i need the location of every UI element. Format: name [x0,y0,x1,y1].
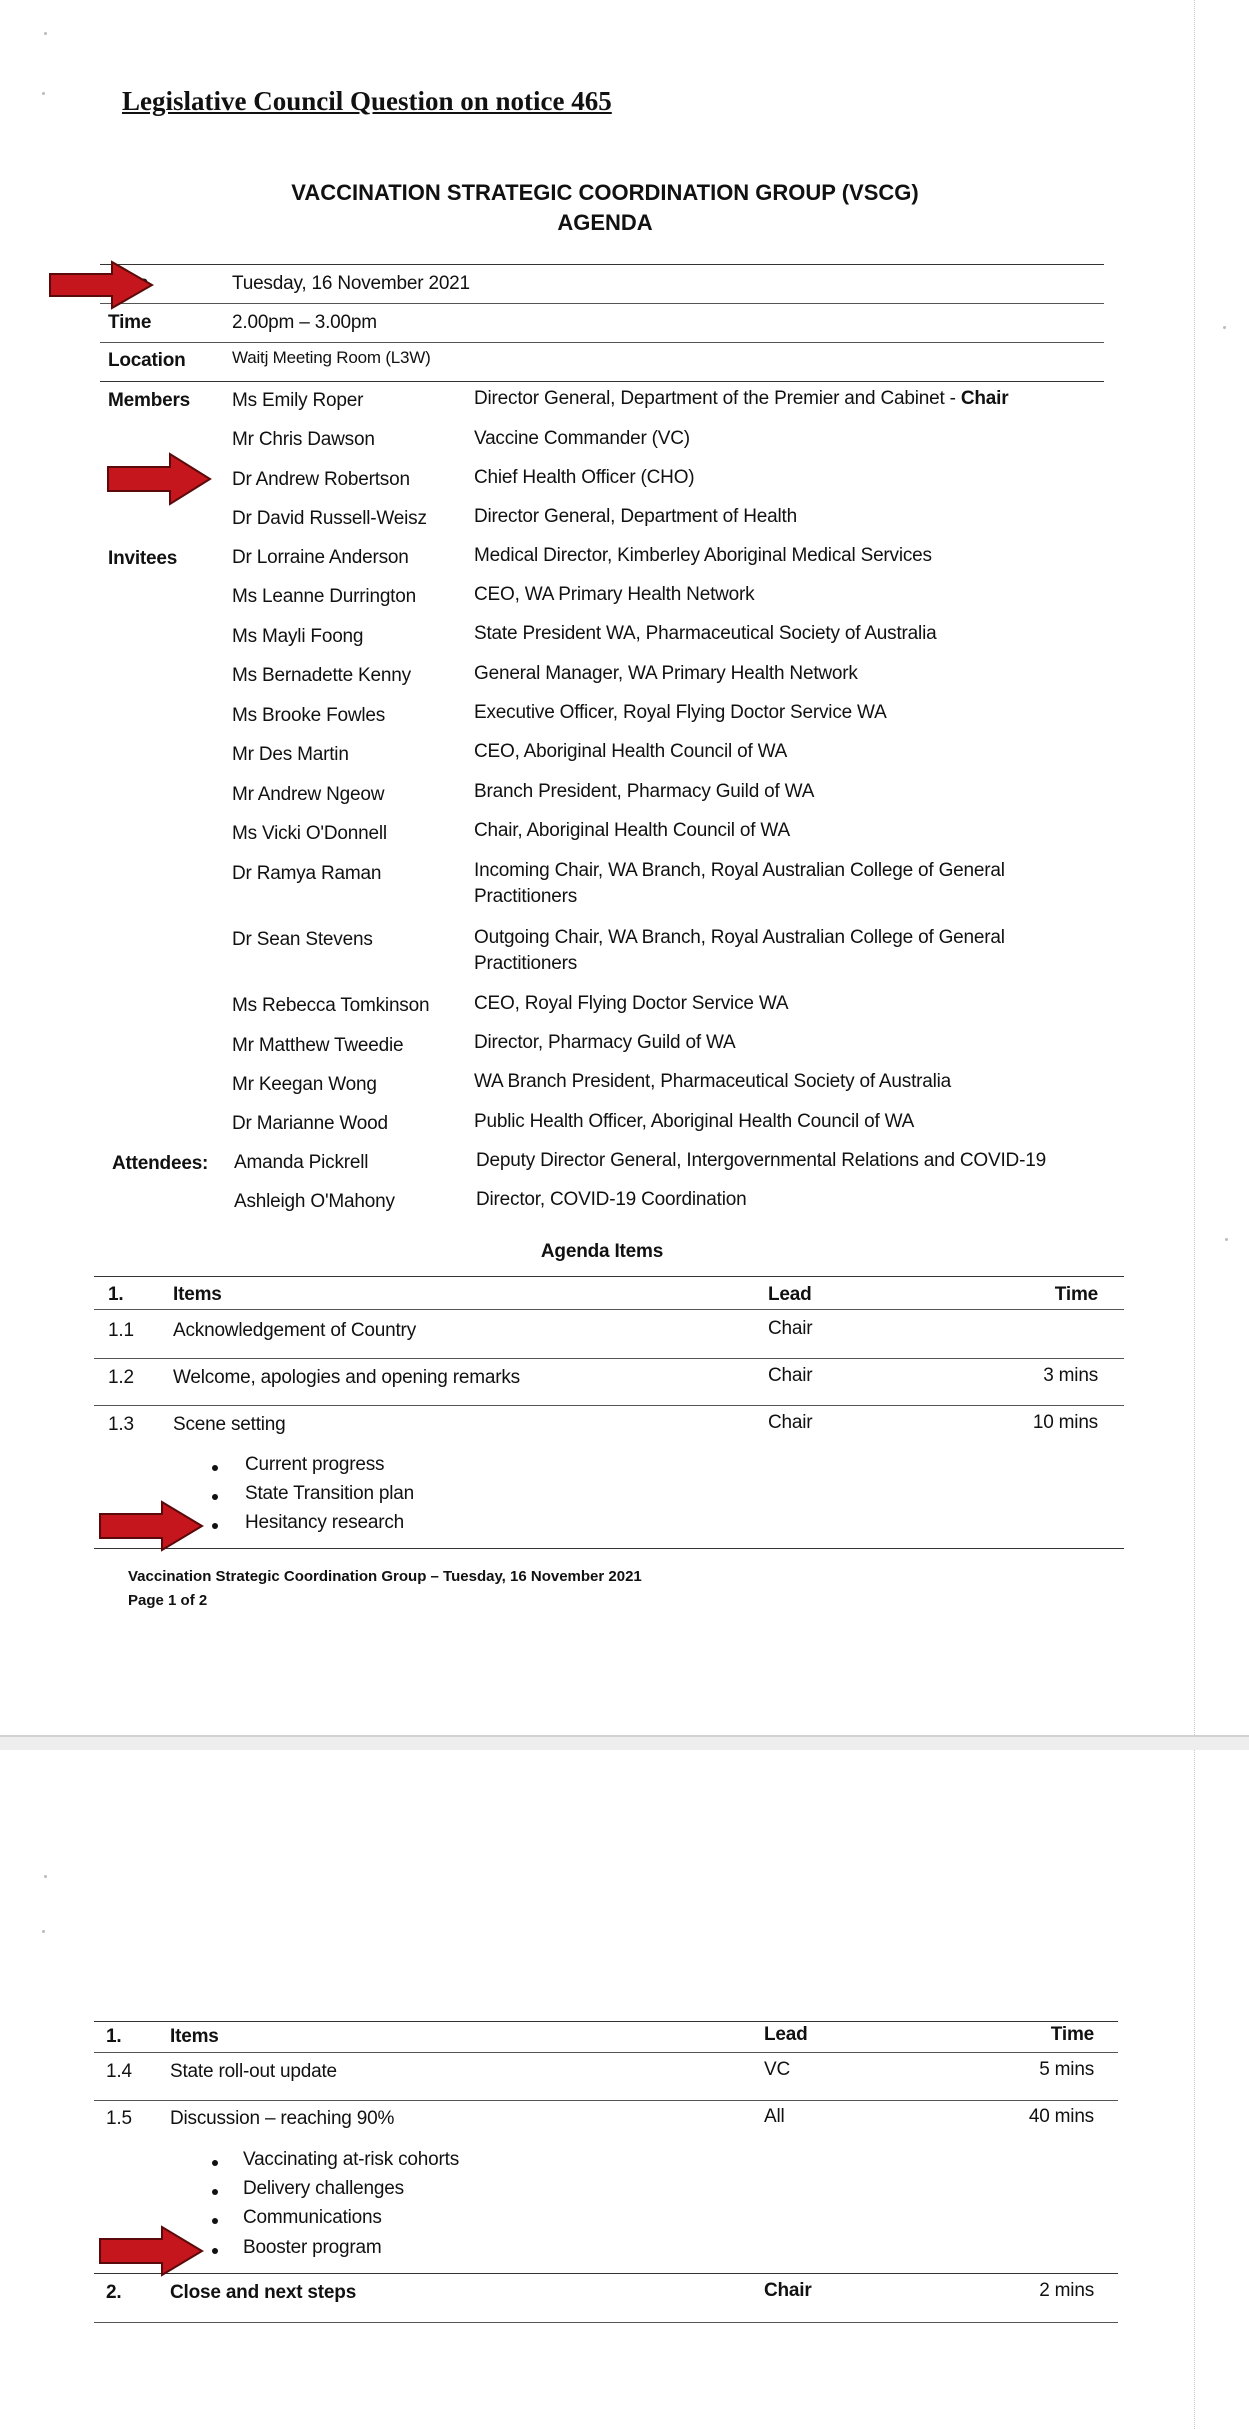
attendees-label: Attendees: [112,1153,209,1174]
item-lead: All [764,2106,785,2127]
chair-marker: Chair [960,388,1009,409]
bullet-dot [212,1494,218,1500]
invitee-name: Ms Mayli Foong [232,626,364,647]
scan-speck [44,32,47,35]
page-footer: Vaccination Strategic Coordination Group – Tuesday, 16 November 2021 [128,1568,642,1585]
table-rule [94,2052,1118,2053]
invitee-name: Mr Keegan Wong [232,1074,377,1095]
item-time: 2 mins [1039,2280,1094,2301]
item-title: Welcome, apologies and opening remarks [173,1367,520,1388]
invitee-name: Mr Des Martin [232,744,349,765]
invitee-role: Outgoing Chair, WA Branch, Royal Australian College of General Practitioners [474,927,1005,974]
item-title: Scene setting [173,1414,286,1435]
item-lead: Chair [764,2280,812,2301]
location-value: Waitj Meeting Room (L3W) [232,348,431,367]
question-reference: Legislative Council Question on notice 465 [122,86,612,116]
time-label: Time [108,312,152,333]
table-rule [94,2322,1118,2323]
table-rule [94,2100,1118,2101]
member-name: Mr Chris Dawson [232,429,375,450]
item-time: 40 mins [1028,2106,1094,2127]
column-lead: Lead [768,1284,812,1305]
members-label: Members [108,390,191,411]
member-role: Director General, Department of Health [474,506,797,527]
column-time: Time [1054,1284,1098,1305]
scan-speck [44,1875,47,1878]
item-title: Discussion – reaching 90% [170,2108,395,2129]
bullet-dot [212,2248,218,2254]
bullet-dot [212,1523,218,1529]
column-number: 1. [106,2026,122,2047]
page-number: Page 1 of 2 [128,1592,208,1609]
item-lead: Chair [768,1412,813,1433]
scan-speck [1225,1238,1228,1241]
invitee-role: Director, Pharmacy Guild of WA [474,1032,736,1053]
invitee-role: State President WA, Pharmaceutical Society of Australia [474,623,937,644]
bullet-item: Booster program [243,2237,382,2258]
scan-edge-line [1194,0,1195,1735]
item-time: 10 mins [1032,1412,1098,1433]
column-number: 1. [108,1284,124,1305]
attendee-name: Ashleigh O'Mahony [234,1191,395,1212]
bullet-dot [212,2160,218,2166]
table-rule [100,303,1104,304]
invitee-name: Dr Sean Stevens [232,929,373,950]
column-items: Items [173,1284,222,1305]
attendee-role: Director, COVID-19 Coordination [476,1189,747,1210]
item-title: State roll-out update [170,2061,337,2082]
table-rule [94,2273,1118,2274]
agenda-heading: Agenda Items [540,1241,664,1262]
bullet-item: Communications [243,2207,382,2228]
invitee-role: Medical Director, Kimberley Aboriginal Medical Services [474,545,932,566]
bullet-dot [212,1465,218,1471]
item-lead: Chair [768,1365,813,1386]
invitee-name: Ms Bernadette Kenny [232,665,411,686]
item-title: Acknowledgement of Country [173,1320,416,1341]
bullet-item: Delivery challenges [243,2178,404,2199]
invitee-role: Chair, Aboriginal Health Council of WA [474,820,790,841]
item-lead: VC [764,2059,790,2080]
scan-speck [42,1930,45,1933]
member-name: Dr David Russell-Weisz [232,508,427,529]
invitee-role: Branch President, Pharmacy Guild of WA [474,781,815,802]
red-arrow-icon [98,1500,206,1552]
column-items: Items [170,2026,219,2047]
bullet-item: State Transition plan [245,1483,415,1504]
table-rule [100,342,1104,343]
member-role: Vaccine Commander (VC) [474,428,690,449]
invitees-label: Invitees [108,548,178,569]
attendee-role: Deputy Director General, Intergovernmental Relations and COVID-19 [476,1150,1046,1171]
bullet-item: Current progress [245,1454,385,1475]
document-title: VACCINATION STRATEGIC COORDINATION GROUP (VSCG) [291,180,919,205]
table-rule [100,264,1104,265]
item-title: Close and next steps [170,2282,357,2303]
table-rule [94,2021,1118,2022]
red-arrow-icon [48,260,156,310]
time-value: 2.00pm – 3.00pm [232,312,377,333]
table-rule [100,381,1104,382]
invitee-role: Incoming Chair, WA Branch, Royal Australian College of General Practitioners [474,860,1005,907]
item-number: 1.2 [108,1367,134,1388]
member-name: Ms Emily Roper [232,390,364,411]
table-rule [94,1405,1124,1406]
invitee-name: Dr Marianne Wood [232,1113,388,1134]
bullet-item: Vaccinating at-risk cohorts [243,2149,460,2170]
scan-speck [1223,326,1226,329]
invitee-role: CEO, WA Primary Health Network [474,584,755,605]
bullet-item: Hesitancy research [245,1512,405,1533]
invitee-name: Ms Rebecca Tomkinson [232,995,430,1016]
attendee-name: Amanda Pickrell [234,1152,369,1173]
invitee-name: Mr Matthew Tweedie [232,1035,404,1056]
document-page-2 [0,1750,1249,2429]
invitee-role: General Manager, WA Primary Health Network [474,663,858,684]
item-lead: Chair [768,1318,813,1339]
item-number: 2. [106,2282,122,2303]
item-number: 1.1 [108,1320,134,1341]
table-rule [94,1548,1124,1549]
document-subtitle: AGENDA [557,210,653,235]
member-name: Dr Andrew Robertson [232,469,410,490]
scan-speck [42,92,45,95]
invitee-role: CEO, Royal Flying Doctor Service WA [474,993,789,1014]
bullet-dot [212,2189,218,2195]
invitee-name: Dr Ramya Raman [232,863,382,884]
scan-edge-line [1194,1750,1195,2429]
table-rule [94,1358,1124,1359]
date-value: Tuesday, 16 November 2021 [232,273,470,294]
invitee-role: Public Health Officer, Aboriginal Health Council of WA [474,1111,915,1132]
invitee-role: WA Branch President, Pharmaceutical Society of Australia [474,1071,952,1092]
invitee-name: Ms Leanne Durrington [232,586,416,607]
invitee-role: Executive Officer, Royal Flying Doctor Service WA [474,702,887,723]
item-number: 1.5 [106,2108,132,2129]
red-arrow-icon [98,2225,206,2277]
member-role: Chief Health Officer (CHO) [474,467,695,488]
bullet-dot [212,2218,218,2224]
table-rule [94,1276,1124,1277]
invitee-name: Ms Vicki O'Donnell [232,823,387,844]
location-label: Location [108,350,186,371]
member-role: Director General, Department of the Premier and Cabinet - Chair [474,388,1009,409]
invitee-role: CEO, Aboriginal Health Council of WA [474,741,788,762]
item-number: 1.3 [108,1414,134,1435]
invitee-name: Mr Andrew Ngeow [232,784,385,805]
invitee-name: Ms Brooke Fowles [232,705,386,726]
red-arrow-icon [106,452,214,506]
item-time: 5 mins [1039,2059,1094,2080]
invitee-name: Dr Lorraine Anderson [232,547,409,568]
item-number: 1.4 [106,2061,132,2082]
column-lead: Lead [764,2024,808,2045]
item-time: 3 mins [1043,1365,1098,1386]
column-time: Time [1050,2024,1094,2045]
table-rule [94,1309,1124,1310]
